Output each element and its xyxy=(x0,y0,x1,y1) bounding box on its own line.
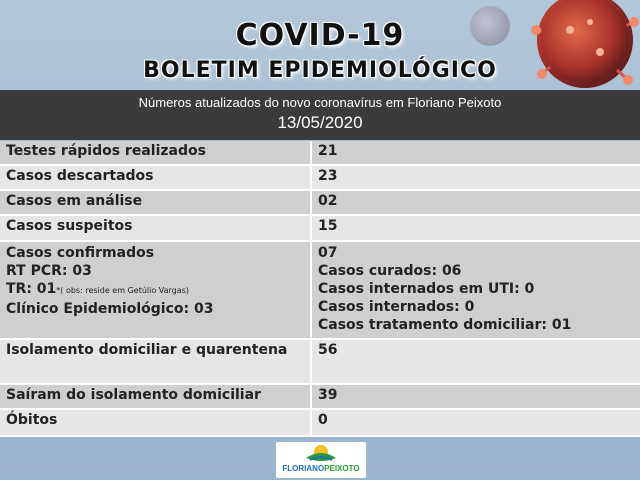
row-value: 23 xyxy=(311,165,640,190)
row-value: 15 xyxy=(311,215,640,241)
row-label: Óbitos xyxy=(0,409,311,436)
confirmed-value: 07 xyxy=(318,245,338,261)
row-label: Casos em análise xyxy=(0,190,311,215)
data-table xyxy=(0,141,640,437)
table-row xyxy=(0,339,640,384)
table-row xyxy=(0,141,640,165)
row-value: 56 xyxy=(311,339,640,384)
municipality-logo xyxy=(276,442,366,478)
rt-pcr-label: RT PCR: 03 xyxy=(6,263,92,279)
report-date: 13/05/2020 xyxy=(277,113,363,132)
obs-note: *( obs: reside em Getúlio Vargas) xyxy=(56,286,189,295)
table-row xyxy=(0,384,640,409)
table-row xyxy=(0,241,640,339)
row-label: Saíram do isolamento domiciliar xyxy=(0,384,311,409)
row-value: 21 xyxy=(311,141,640,165)
cured-value: Casos curados: 06 xyxy=(318,263,462,279)
row-value: 02 xyxy=(311,190,640,215)
tr-line xyxy=(6,280,304,300)
info-text: Números atualizados do novo coronavírus em Floriano Peixoto xyxy=(138,95,502,110)
row-value: 39 xyxy=(311,384,640,409)
confirmed-label: Casos confirmados xyxy=(6,245,155,261)
row-label: Testes rápidos realizados xyxy=(0,141,311,165)
row-label xyxy=(0,241,311,339)
clinical-label: Clínico Epidemiológico: 03 xyxy=(6,301,214,317)
hospitalized-value: Casos internados: 0 xyxy=(318,299,475,315)
tr-label: TR: 01 xyxy=(6,281,57,297)
row-value: 0 xyxy=(311,409,640,436)
sun-fish-icon xyxy=(276,442,366,466)
page-subtitle: BOLETIM EPIDEMIOLÓGICO xyxy=(143,58,497,83)
table-row xyxy=(0,190,640,215)
logo-text: FLORIANOPEIXOTO xyxy=(282,464,360,473)
icu-value: Casos internados em UTI: 0 xyxy=(318,281,535,297)
home-treatment-value: Casos tratamento domiciliar: 01 xyxy=(318,317,572,333)
table-row xyxy=(0,409,640,436)
row-label: Isolamento domiciliar e quarentena xyxy=(0,339,311,384)
table-row xyxy=(0,165,640,190)
row-label: Casos suspeitos xyxy=(0,215,311,241)
table-row xyxy=(0,215,640,241)
row-label: Casos descartados xyxy=(0,165,311,190)
row-value xyxy=(311,241,640,339)
page-title: COVID-19 xyxy=(235,18,405,53)
info-header xyxy=(0,90,640,140)
